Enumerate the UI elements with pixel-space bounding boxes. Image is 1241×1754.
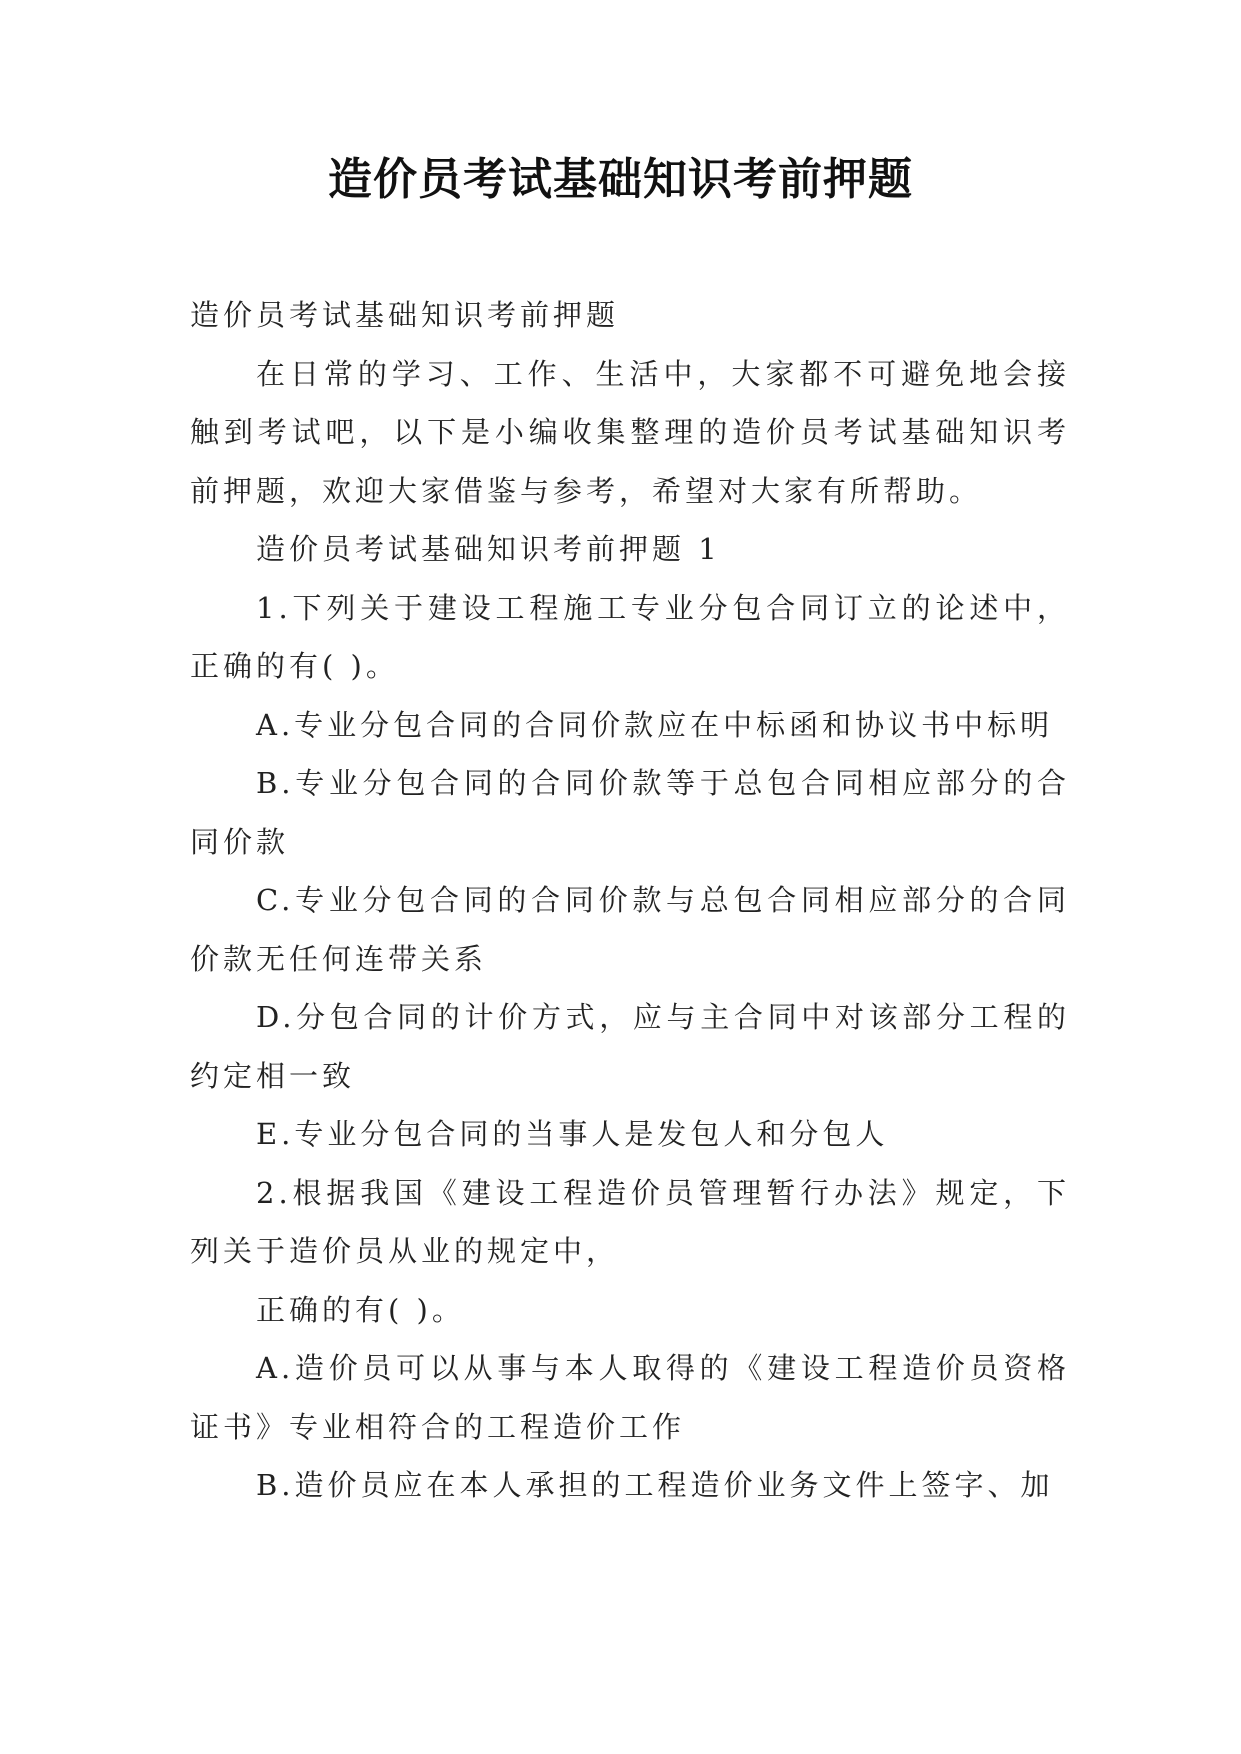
document-body [190, 286, 1070, 1515]
paragraph: C.专业分包合同的合同价款与总包合同相应部分的合同价款无任何连带关系 [190, 883, 1070, 976]
paragraph: A.造价员可以从事与本人取得的《建设工程造价员资格证书》专业相符合的工程造价工作 [190, 1351, 1070, 1444]
paragraph: A.专业分包合同的合同价款应在中标函和协议书中标明 [256, 707, 1054, 742]
paragraph: B.专业分包合同的合同价款等于总包合同相应部分的合同价款 [190, 766, 1070, 859]
document-title: 造价员考试基础知识考前押题 [328, 154, 913, 205]
paragraph: 造价员考试基础知识考前押题 1 [256, 532, 721, 566]
paragraph: D.分包合同的计价方式，应与主合同中对该部分工程的约定相一致 [190, 1000, 1070, 1093]
paragraph: 造价员考试基础知识考前押题 [190, 298, 620, 332]
paragraph: E.专业分包合同的当事人是发包人和分包人 [256, 1117, 889, 1151]
paragraph: 在日常的学习、工作、生活中，大家都不可避免地会接触到考试吧，以下是小编收集整理的造价员考试基础知识考前押题，欢迎大家借鉴与参考，希望对大家有所帮助。 [190, 356, 1070, 508]
paragraph: 正确的有( )。 [256, 1292, 465, 1327]
paragraph: B.造价员应在本人承担的工程造价业务文件上签字、加 [256, 1468, 1054, 1502]
paragraph: 1.下列关于建设工程施工专业分包合同订立的论述中，正确的有( )。 [190, 590, 1070, 683]
paragraph: 2.根据我国《建设工程造价员管理暂行办法》规定，下列关于造价员从业的规定中， [190, 1175, 1070, 1268]
